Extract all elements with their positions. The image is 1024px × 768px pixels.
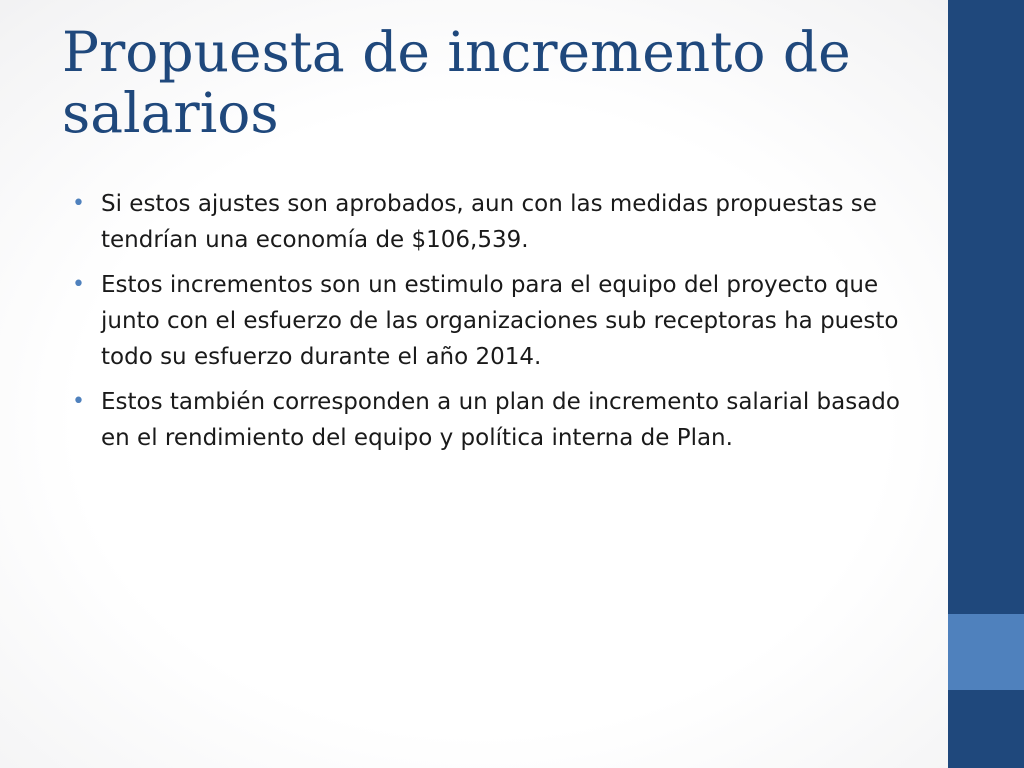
bullet-item-incentive: [72, 267, 932, 375]
bullet-text: Estos también corresponden a un plan de incremento salarial basado en el rendimiento del equipo y política interna de Plan.: [101, 389, 900, 451]
bullet-dot-icon: •: [72, 191, 85, 216]
bullet-text: Si estos ajustes son aprobados, aun con las medidas propuestas se tendrían una economía de $106,539.: [101, 191, 877, 253]
slide-title: Propuesta de incremento de salarios: [62, 20, 851, 145]
sidebar-accent-block: [948, 614, 1024, 690]
bullet-item-plan: [72, 384, 932, 456]
sidebar-decoration: [948, 0, 1024, 768]
bullet-dot-icon: •: [72, 389, 85, 414]
bullet-dot-icon: •: [72, 272, 85, 297]
bullet-text: Estos incrementos son un estimulo para el equipo del proyecto que junto con el esfuerzo de las organizaciones sub receptoras ha puesto todo su esfuerzo durante el año 2014.: [101, 272, 899, 370]
bullet-item-savings: [72, 186, 932, 258]
bullet-list: [72, 186, 932, 465]
